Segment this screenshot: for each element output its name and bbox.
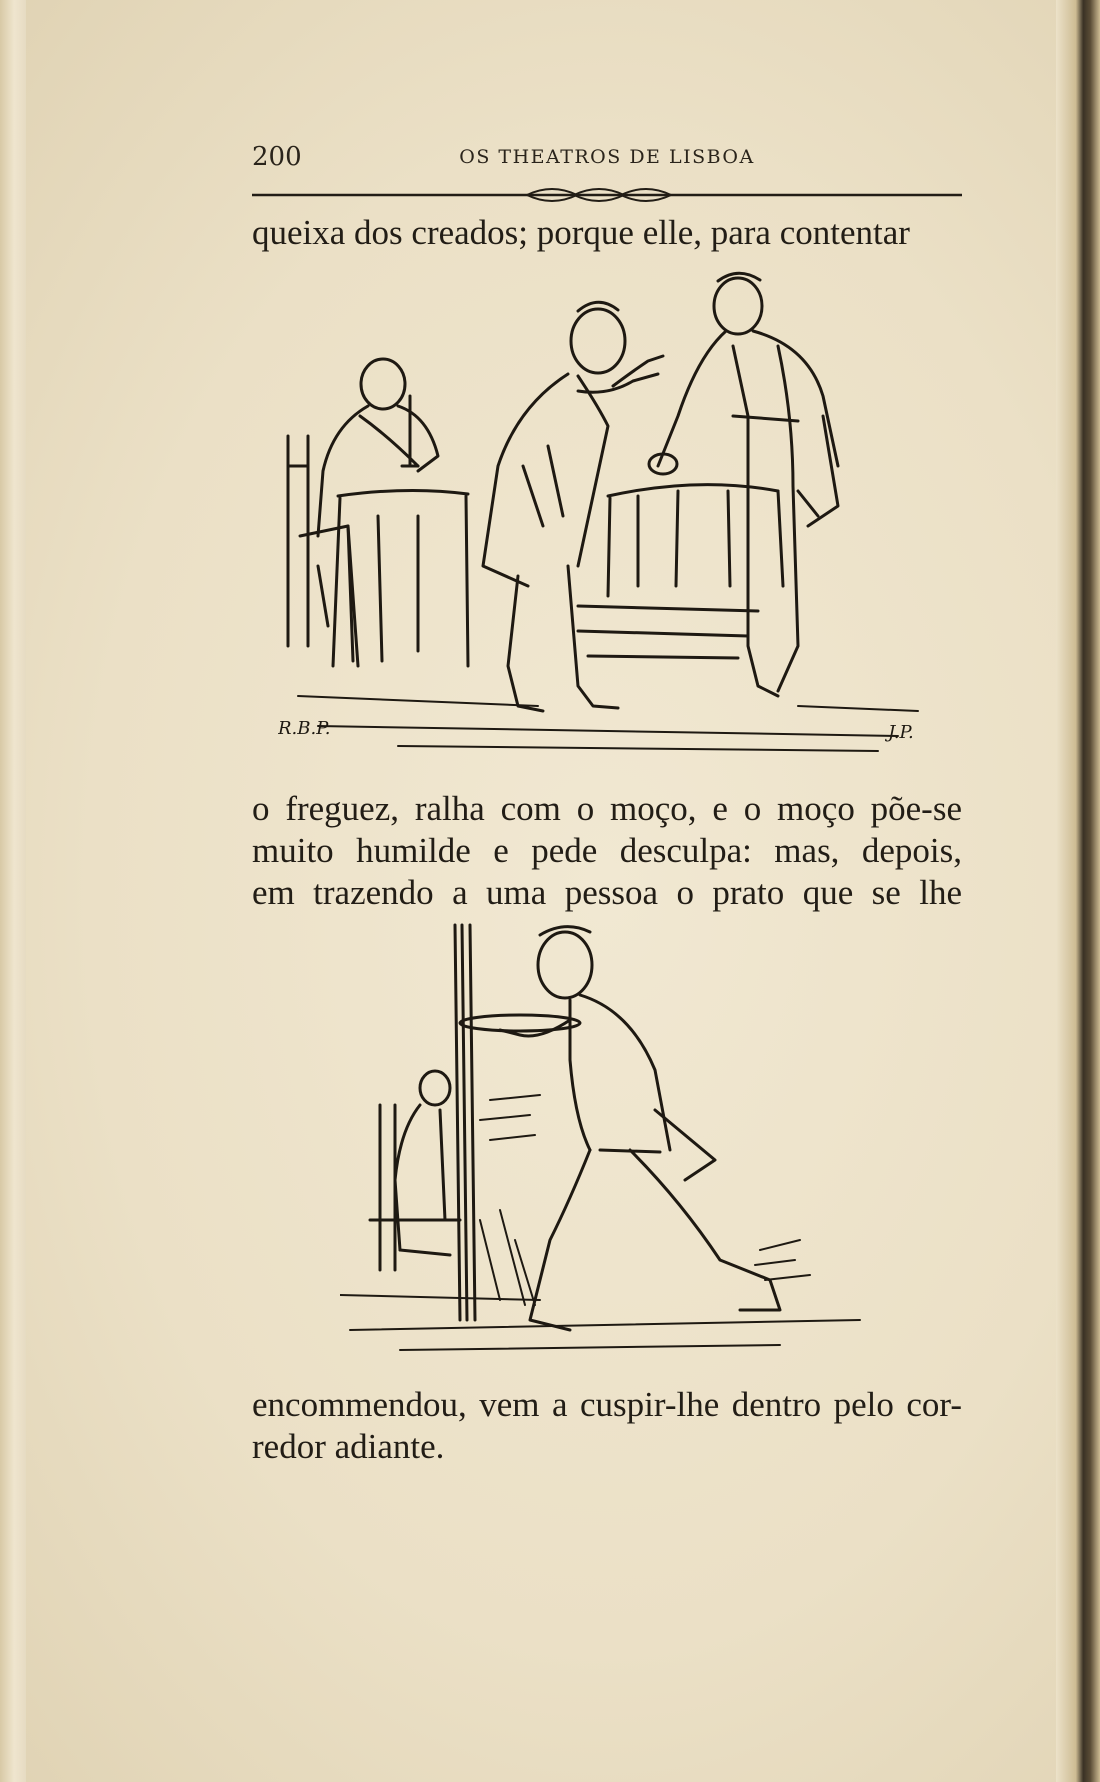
text-line: muito humilde e pede desculpa: mas, depois, xyxy=(252,831,962,870)
illustration-waiter-corridor xyxy=(340,920,880,1370)
page-header xyxy=(252,142,962,172)
floor-hatching xyxy=(298,696,918,751)
left-table xyxy=(333,396,468,666)
artist-signature-right: J.P. xyxy=(888,722,914,743)
illustration-restaurant-scene xyxy=(278,266,938,766)
text-line: o freguez, ralha com o moço, e o moço põe-se xyxy=(252,789,962,828)
paragraph-1 xyxy=(252,212,962,254)
running-title: OS THEATROS DE LISBOA xyxy=(459,146,755,168)
text-line: queixa dos creados; porque elle, para contentar xyxy=(252,213,910,252)
page-left-edge xyxy=(0,0,26,1782)
motion-lines xyxy=(340,1095,860,1350)
page-number: 200 xyxy=(252,142,302,172)
door-post xyxy=(455,925,475,1320)
seated-diner-figure xyxy=(288,359,438,666)
walking-waiter-figure xyxy=(460,927,780,1330)
artist-signature-left: R.B.P. xyxy=(278,718,331,739)
background-diner-figure xyxy=(370,1071,460,1270)
text-line: em trazendo a uma pessoa o prato que se lhe xyxy=(252,873,962,912)
paragraph-3 xyxy=(252,1384,962,1468)
decorative-header-rule xyxy=(252,180,962,210)
right-table xyxy=(578,454,783,658)
page-gutter-shadow xyxy=(1056,0,1100,1782)
text-line: redor adiante. xyxy=(252,1427,445,1466)
text-line: encommendou, vem a cuspir-lhe dentro pelo cor- xyxy=(252,1385,962,1424)
customer-figure xyxy=(483,302,663,711)
paragraph-2 xyxy=(252,788,962,914)
